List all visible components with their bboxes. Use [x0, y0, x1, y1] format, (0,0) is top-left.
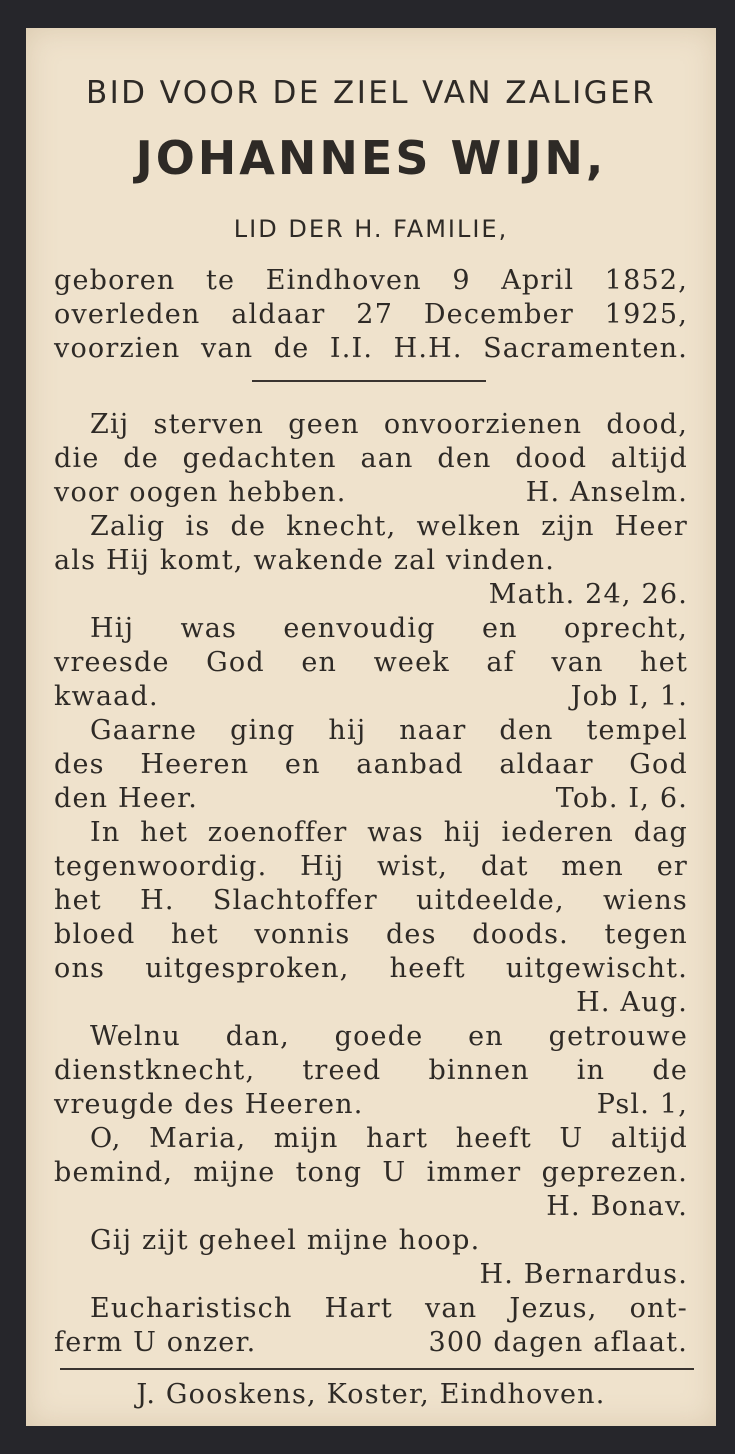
verse-line — [54, 1326, 688, 1360]
verse-source: Math. 24, 26. — [488, 579, 688, 610]
verse-source: H. Aug. — [576, 987, 688, 1018]
verse-source: Job I, 1. — [570, 681, 688, 712]
verse-line: bemind, mijne tong U immer geprezen. — [54, 1157, 688, 1188]
verse-line: Gaarne ging hij naar den tempel — [90, 715, 688, 746]
verse-source: Psl. 1, — [596, 1089, 688, 1120]
verse-line: Hij was eenvoudig en oprecht, — [90, 613, 688, 644]
sacraments-line: voorzien van de I.I. H.H. Sacramenten. — [54, 333, 688, 364]
verse-line: Zalig is de knecht, welken zijn Heer — [90, 511, 688, 542]
verse-line: als Hij komt, wakende zal vinden. — [54, 545, 555, 576]
verse-line — [54, 1088, 688, 1122]
deceased-name: JOHANNES WIJN, — [135, 131, 607, 185]
verse-line: dienstknecht, treed binnen in de — [54, 1055, 688, 1086]
verse-line: vreesde God en week af van het — [54, 647, 688, 678]
verse-text: den Heer. — [54, 783, 199, 814]
verse-line: ons uitgesproken, heeft uitgewischt. — [54, 953, 688, 984]
verse-line — [54, 782, 688, 816]
verse-line: bloed het vonnis des doods. tegen — [54, 919, 688, 950]
verse-line: het H. Slachtoffer uitdeelde, wiens — [54, 885, 688, 916]
verse-text: kwaad. — [54, 681, 159, 712]
printer-credit: J. Gooskens, Koster, Eindhoven. — [136, 1379, 606, 1410]
divider — [252, 380, 486, 382]
verse-line: Welnu dan, goede en getrouwe — [90, 1021, 688, 1052]
verse-source: H. Bonav. — [546, 1191, 688, 1222]
indulgence-note: 300 dagen aflaat. — [428, 1327, 688, 1358]
verse-line: Eucharistisch Hart van Jezus, ont- — [90, 1293, 688, 1324]
verse-text: vreugde des Heeren. — [54, 1089, 364, 1120]
verse-line: O, Maria, mijn hart heeft U altijd — [90, 1123, 688, 1154]
footer-divider — [60, 1368, 694, 1370]
prayer-heading: BID VOOR DE ZIEL VAN ZALIGER — [85, 75, 657, 111]
verse-source: Tob. I, 6. — [555, 783, 688, 814]
birth-line: geboren te Eindhoven 9 April 1852, — [54, 265, 688, 296]
verse-line — [54, 476, 688, 510]
death-line: overleden aldaar 27 December 1925, — [54, 299, 688, 330]
verse-line — [54, 680, 688, 714]
verse-line: Gij zijt geheel mijne hoop. — [90, 1225, 481, 1256]
verse-line: tegenwoordig. Hij wist, dat men er — [54, 851, 688, 882]
verse-line: des Heeren en aanbad aldaar God — [54, 749, 688, 780]
verse-line: die de gedachten aan den dood altijd — [54, 443, 688, 474]
verse-line: In het zoenoffer was hij iederen dag — [90, 817, 688, 848]
verse-text: voor oogen hebben. — [54, 477, 347, 508]
verse-text: ferm U onzer. — [54, 1327, 257, 1358]
verse-source: H. Anselm. — [525, 477, 688, 508]
verse-source: H. Bernardus. — [479, 1259, 688, 1290]
membership-line: LID DER H. FAMILIE, — [233, 215, 509, 243]
memorial-card — [26, 28, 716, 1426]
verse-line: Zij sterven geen onvoorzienen dood, — [90, 409, 688, 440]
